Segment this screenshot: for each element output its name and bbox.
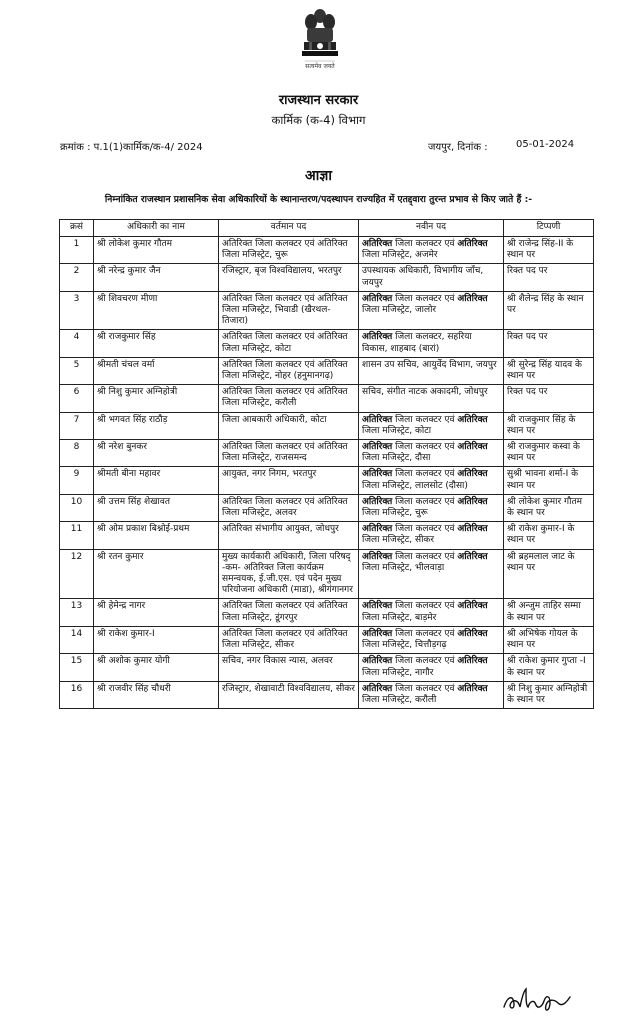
signature: [500, 985, 580, 1015]
bold-word: अतिरिक्त: [457, 524, 488, 535]
header-new-post: नवीन पद: [359, 220, 504, 237]
row-sno: 16: [60, 681, 94, 708]
row-new-post: उपस्थायक अधिकारी, विभागीय जाँच, जयपुर: [359, 264, 504, 291]
intro-text: निम्नांकित राजस्थान प्रशासनिक सेवा अधिकारियों के स्थानान्तरण/पदस्थापन राज्यहित में एतद्द्वारा तुरन्त प्रभाव से किए जाते हैं :-: [104, 194, 533, 205]
row-name: श्रीमती बीना महावर: [94, 467, 219, 494]
department-name: कार्मिक (क-4) विभाग: [271, 113, 366, 127]
row-remark: सुश्री भावना शर्मा-I के स्थान पर: [504, 467, 594, 494]
row-name: श्री राजकुमार सिंह: [94, 330, 219, 357]
row-name: श्री शिवचरण मीणा: [94, 291, 219, 330]
bold-word: अतिरिक्त: [457, 469, 488, 480]
bold-word: अतिरिक्त: [362, 551, 393, 562]
table-row: [60, 494, 594, 521]
bold-word: अतिरिक्त: [362, 524, 393, 535]
row-sno: 12: [60, 549, 94, 599]
row-name: श्री अशोक कुमार योगी: [94, 654, 219, 681]
row-sno: 5: [60, 357, 94, 384]
row-name: श्री नरेन्द्र कुमार जैन: [94, 264, 219, 291]
row-remark: श्री लोकेश कुमार गौतम के स्थान पर: [504, 494, 594, 521]
row-sno: 7: [60, 412, 94, 439]
row-new-post: अतिरिक्त जिला कलक्टर एवं अतिरिक्त जिला मजिस्ट्रेट, बाड़मेर: [359, 599, 504, 626]
row-sno: 1: [60, 237, 94, 264]
row-new-post: शासन उप सचिव, आयुर्वेद विभाग, जयपुर: [359, 357, 504, 384]
row-remark: श्री अन्जुम ताहिर सम्मा के स्थान पर: [504, 599, 594, 626]
table-row: [60, 330, 594, 357]
bold-word: अतिरिक्त: [362, 442, 393, 453]
row-new-post: अतिरिक्त जिला कलक्टर एवं अतिरिक्त जिला मजिस्ट्रेट, लालसोट (दौसा): [359, 467, 504, 494]
row-sno: 11: [60, 522, 94, 549]
row-new-post: अतिरिक्त जिला कलक्टर एवं अतिरिक्त जिला मजिस्ट्रेट, नागौर: [359, 654, 504, 681]
table-row: [60, 599, 594, 626]
bold-word: अतिरिक्त: [362, 239, 393, 249]
table-row: [60, 440, 594, 467]
row-name: श्री ओम प्रकाश बिश्नोई-प्रथम: [94, 522, 219, 549]
bold-word: अतिरिक्त: [362, 601, 393, 612]
bold-word: अतिरिक्त: [362, 293, 393, 304]
row-remark: श्री सुरेन्द्र सिंह यादव के स्थान पर: [504, 357, 594, 384]
emblem-motto: सत्यमेव जयते: [305, 63, 335, 70]
transfer-table: [59, 219, 594, 709]
row-sno: 10: [60, 494, 94, 521]
header-sno: क्रसं: [60, 220, 94, 237]
bold-word: अतिरिक्त: [457, 628, 488, 639]
bold-word: अतिरिक्त: [457, 293, 488, 304]
table-row: [60, 237, 594, 264]
bold-word: अतिरिक्त: [457, 442, 488, 453]
bold-word: अतिरिक्त: [457, 496, 488, 507]
row-name: श्री भगवत सिंह राठौड़: [94, 412, 219, 439]
row-current-post: आयुक्त, नगर निगम, भरतपुर: [219, 467, 359, 494]
row-remark: श्री राकेश कुमार-I के स्थान पर: [504, 522, 594, 549]
row-name: श्री नरेश बुनकर: [94, 440, 219, 467]
row-current-post: अतिरिक्त जिला कलक्टर एवं अतिरिक्त जिला मजिस्ट्रेट, चुरू: [219, 237, 359, 264]
table-row: [60, 522, 594, 549]
row-name: श्री राजवीर सिंह चौधरी: [94, 681, 219, 708]
row-current-post: अतिरिक्त जिला कलक्टर एवं अतिरिक्त जिला मजिस्ट्रेट, अलवर: [219, 494, 359, 521]
row-new-post: अतिरिक्त जिला कलक्टर एवं अतिरिक्त जिला मजिस्ट्रेट, सीकर: [359, 522, 504, 549]
row-remark: श्री अभिषेक गोयल के स्थान पर: [504, 626, 594, 653]
table-row: [60, 357, 594, 384]
row-current-post: रजिस्ट्रार, शेखावाटी विश्वविद्यालय, सीकर: [219, 681, 359, 708]
row-new-post: अतिरिक्त जिला कलक्टर एवं अतिरिक्त जिला मजिस्ट्रेट, करौली: [359, 681, 504, 708]
header-remark: टिप्पणी: [504, 220, 594, 237]
row-remark: रिक्त पद पर: [504, 385, 594, 412]
row-current-post: रजिस्ट्रार, बृज विश्वविद्यालय, भरतपुर: [219, 264, 359, 291]
row-sno: 4: [60, 330, 94, 357]
row-sno: 13: [60, 599, 94, 626]
row-sno: 6: [60, 385, 94, 412]
table-header-row: [60, 220, 594, 237]
bold-word: अतिरिक्त: [457, 656, 488, 667]
row-current-post: अतिरिक्त जिला कलक्टर एवं अतिरिक्त जिला मजिस्ट्रेट, सीकर: [219, 626, 359, 653]
row-name: श्री लोकेश कुमार गौतम: [94, 237, 219, 264]
order-date: 05-01-2024: [516, 139, 575, 150]
row-sno: 9: [60, 467, 94, 494]
row-remark: श्री शैलेन्द्र सिंह के स्थान पर: [504, 291, 594, 330]
table-row: [60, 626, 594, 653]
table-row: [60, 291, 594, 330]
bold-word: अतिरिक्त: [457, 683, 488, 694]
row-current-post: अतिरिक्त जिला कलक्टर एवं अतिरिक्त जिला मजिस्ट्रेट, राजसमन्द: [219, 440, 359, 467]
row-new-post: अतिरिक्त जिला कलक्टर एवं अतिरिक्त जिला मजिस्ट्रेट, अजमेर: [359, 237, 504, 264]
bold-word: अतिरिक्त: [362, 414, 393, 425]
place-date-label: जयपुर, दिनांक :: [428, 142, 488, 153]
row-current-post: अतिरिक्त जिला कलक्टर एवं अतिरिक्त जिला मजिस्ट्रेट, भिवाडी (खैरथल-तिजारा): [219, 291, 359, 330]
bold-word: अतिरिक्त: [362, 683, 393, 694]
table-row: [60, 681, 594, 708]
order-title: आज्ञा: [305, 168, 332, 184]
bold-word: अतिरिक्त: [362, 496, 393, 507]
row-remark: श्री ब्रहमलाल जाट के स्थान पर: [504, 549, 594, 599]
state-emblem: [297, 6, 343, 80]
row-sno: 8: [60, 440, 94, 467]
row-sno: 3: [60, 291, 94, 330]
signature-icon: [500, 985, 580, 1015]
header-name: अधिकारी का नाम: [94, 220, 219, 237]
row-new-post: अतिरिक्त जिला कलक्टर एवं अतिरिक्त जिला मजिस्ट्रेट, दौसा: [359, 440, 504, 467]
bold-word: अतिरिक्त: [457, 239, 488, 249]
row-current-post: अतिरिक्त जिला कलक्टर एवं अतिरिक्त जिला मजिस्ट्रेट, नोहर (हनुमानगढ़): [219, 357, 359, 384]
row-name: श्री निशु कुमार अग्निहोत्री: [94, 385, 219, 412]
row-new-post: अतिरिक्त जिला कलक्टर एवं अतिरिक्त जिला मजिस्ट्रेट, चुरू: [359, 494, 504, 521]
row-current-post: सचिव, नगर विकास न्यास, अलवर: [219, 654, 359, 681]
row-new-post: अतिरिक्त जिला कलक्टर, सहरिया विकास, शाहबाद (बारां): [359, 330, 504, 357]
row-sno: 15: [60, 654, 94, 681]
row-name: श्री राकेश कुमार-I: [94, 626, 219, 653]
row-new-post: अतिरिक्त जिला कलक्टर एवं अतिरिक्त जिला मजिस्ट्रेट, जालोर: [359, 291, 504, 330]
row-remark: श्री राजकुमार कस्वा के स्थान पर: [504, 440, 594, 467]
row-remark: रिक्त पद पर: [504, 330, 594, 357]
row-remark: श्री राकेश कुमार गुप्ता -I के स्थान पर: [504, 654, 594, 681]
bold-word: अतिरिक्त: [362, 469, 393, 480]
row-new-post: अतिरिक्त जिला कलक्टर एवं अतिरिक्त जिला मजिस्ट्रेट, भीलवाड़ा: [359, 549, 504, 599]
order-number: क्रमांक : प.1(1)कार्मिक/क-4/ 2024: [60, 142, 203, 153]
bold-word: अतिरिक्त: [362, 628, 393, 639]
row-current-post: अतिरिक्त जिला कलक्टर एवं अतिरिक्त जिला मजिस्ट्रेट, करौली: [219, 385, 359, 412]
table-row: [60, 467, 594, 494]
row-current-post: अतिरिक्त जिला कलक्टर एवं अतिरिक्त जिला मजिस्ट्रेट, कोटा: [219, 330, 359, 357]
row-name: श्री उत्तम सिंह शेखावत: [94, 494, 219, 521]
row-current-post: अतिरिक्त जिला कलक्टर एवं अतिरिक्त जिला मजिस्ट्रेट, डूंगरपुर: [219, 599, 359, 626]
row-remark: रिक्त पद पर: [504, 264, 594, 291]
bold-word: अतिरिक्त: [457, 601, 488, 612]
row-new-post: अतिरिक्त जिला कलक्टर एवं अतिरिक्त जिला मजिस्ट्रेट, चित्तौड़गढ़: [359, 626, 504, 653]
government-name: राजस्थान सरकार: [278, 93, 359, 108]
table-row: [60, 654, 594, 681]
row-new-post: अतिरिक्त जिला कलक्टर एवं अतिरिक्त जिला मजिस्ट्रेट, कोटा: [359, 412, 504, 439]
row-new-post: सचिव, संगीत नाटक अकादमी, जोधपुर: [359, 385, 504, 412]
bold-word: अतिरिक्त: [362, 656, 393, 667]
row-current-post: मुख्य कार्यकारी अधिकारी, जिला परिषद् -कम- अतिरिक्त जिला कार्यक्रम समन्वयक, ई.जी.एस. एवं पदेन मुख्य परियोजना अधिकारी (माडा), श्रीगंगानगर: [219, 549, 359, 599]
row-remark: श्री निशु कुमार अग्निहोत्री के स्थान पर: [504, 681, 594, 708]
bold-word: अतिरिक्त: [457, 414, 488, 425]
row-sno: 14: [60, 626, 94, 653]
row-name: श्री रतन कुमार: [94, 549, 219, 599]
row-remark: श्री राजकुमार सिंह के स्थान पर: [504, 412, 594, 439]
header-current-post: वर्तमान पद: [219, 220, 359, 237]
table-row: [60, 412, 594, 439]
row-current-post: जिला आबकारी अधिकारी, कोटा: [219, 412, 359, 439]
row-name: श्रीमती चंचल वर्मा: [94, 357, 219, 384]
row-sno: 2: [60, 264, 94, 291]
row-name: श्री हेमेन्द्र नागर: [94, 599, 219, 626]
table-row: [60, 264, 594, 291]
bold-word: अतिरिक्त: [457, 551, 488, 562]
row-current-post: अतिरिक्त संभागीय आयुक्त, जोधपुर: [219, 522, 359, 549]
table-row: [60, 549, 594, 599]
bold-word: अतिरिक्त: [362, 332, 393, 343]
row-remark: श्री राजेन्द्र सिंह-II के स्थान पर: [504, 237, 594, 264]
table-row: [60, 385, 594, 412]
